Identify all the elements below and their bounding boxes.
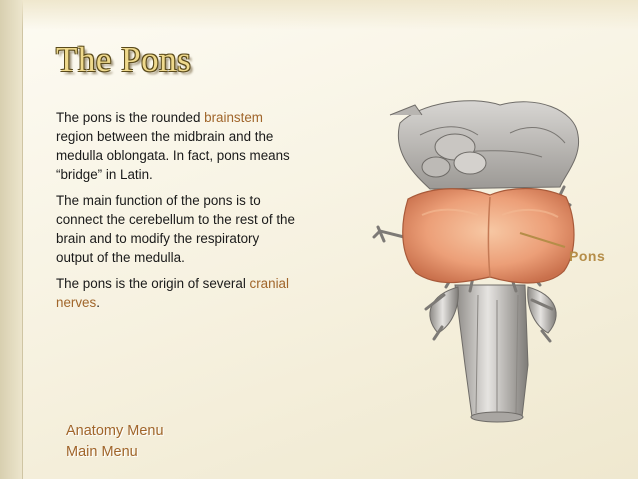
brainstem-illustration bbox=[360, 95, 630, 475]
cranial-nerves-link[interactable]: cranial nerves bbox=[56, 276, 289, 310]
midbrain-shape bbox=[390, 101, 579, 189]
left-decorative-bar bbox=[0, 0, 23, 479]
medulla-shape bbox=[430, 285, 556, 422]
main-menu-link[interactable]: Main Menu bbox=[66, 444, 138, 460]
navigation-menu bbox=[66, 421, 164, 463]
anatomy-menu-link[interactable]: Anatomy Menu bbox=[66, 423, 164, 439]
paragraph-nerves-after: . bbox=[96, 295, 100, 310]
paragraph-nerves bbox=[56, 274, 296, 312]
paragraph-intro bbox=[56, 108, 296, 184]
paragraph-nerves-before: The pons is the origin of several bbox=[56, 276, 250, 291]
paragraph-function: The main function of the pons is to connect the cerebellum to the rest of the brain and to modify the respiratory output of the medulla. bbox=[56, 193, 295, 265]
paragraph-intro-before: The pons is the rounded bbox=[56, 110, 205, 125]
pons-shape bbox=[403, 189, 574, 284]
pons-label: Pons bbox=[569, 248, 606, 264]
top-decorative-band bbox=[22, 0, 638, 30]
brainstem-link[interactable]: brainstem bbox=[204, 110, 263, 125]
paragraph-intro-after: region between the midbrain and the medulla oblongata. In fact, pons means “bridge” in Latin. bbox=[56, 129, 290, 182]
body-text bbox=[56, 108, 296, 319]
slide-title: The Pons bbox=[56, 40, 192, 79]
